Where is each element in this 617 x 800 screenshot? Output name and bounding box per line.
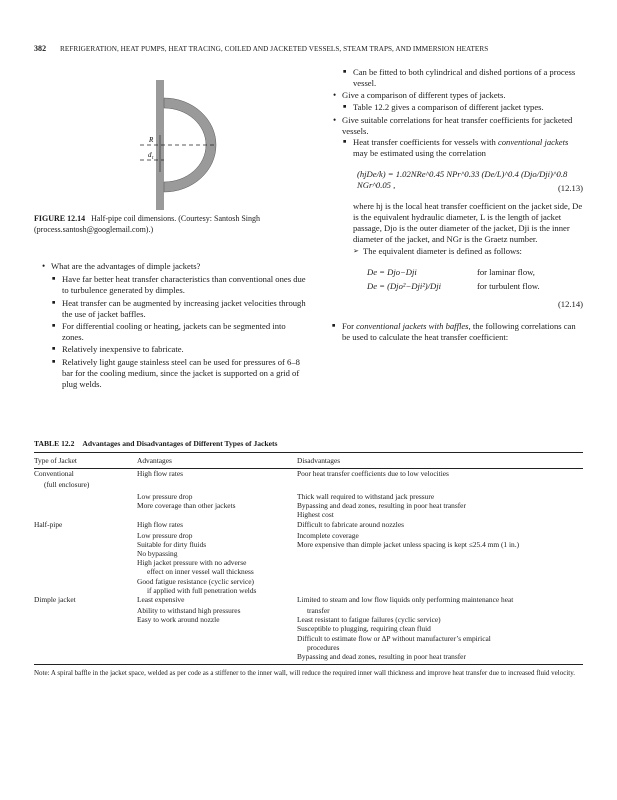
table-cell: Low pressure drop: [137, 530, 193, 540]
list-item: ■ For differential cooling or heating, jackets can be segmented into zones.: [51, 321, 306, 343]
table-cell: [34, 549, 137, 558]
equation-laminar: De = Djo−Dji: [367, 266, 417, 277]
page-number: 382: [34, 44, 47, 53]
table-cell: Poor heat transfer coefficients due to low velocities: [297, 469, 449, 479]
table-cell: Low pressure drop: [137, 491, 193, 501]
table-cell: Incomplete coverage: [297, 530, 359, 540]
list-item: ■ Relatively inexpensive to fabricate.: [51, 344, 306, 355]
question-jacket-comparison: • Give a comparison of different types of jackets. ■ Table 12.2 gives a comparison of different jacket types.: [331, 90, 583, 112]
table-row: [34, 531, 583, 540]
column-header: Type of Jacket: [34, 456, 77, 465]
table-cell: High flow rates: [137, 469, 183, 479]
label-d-subscript: t: [152, 156, 154, 161]
running-title: REFRIGERATION, HEAT PUMPS, HEAT TRACING, COILED AND JACKETED VESSELS, STEAM TRAPS, AND IMMERSION HEATERS: [60, 45, 489, 53]
table-row: [34, 595, 583, 606]
table-cell: Ability to withstand high pressures: [137, 605, 241, 615]
table-cell: effect on inner vessel wall thickness: [147, 567, 254, 577]
table-row: [34, 489, 583, 501]
table-cell: Dimple jacket: [34, 594, 76, 604]
equation-turbulent-note: for turbulent flow.: [477, 280, 540, 291]
table-note-text: Note: A spiral baffle in the jacket space, welded as per code as a stiffener to the inner wall, will reduce the required inner wall thickness and improve heat transfer due to increased fluid velocity.: [34, 669, 576, 677]
list-item: ■ Relatively light gauge stainless steel can be used for pressures of 6–8 bar for the cooling medium, since the jacket is supported on a grid of plug welds.: [51, 357, 306, 391]
table-cell: Limited to steam and low flow liquids only performing maintenance heat: [297, 594, 514, 604]
table-cell: [34, 540, 137, 549]
table-cell: [137, 652, 297, 661]
table-cell: Difficult to fabricate around nozzles: [297, 519, 404, 529]
table-cell: [297, 558, 583, 567]
table-cell: Suitable for dirty fluids: [137, 539, 207, 549]
table-cell: Half-pipe: [34, 519, 63, 529]
table-cell: Least resistant to fatigue failures (cyclic service): [297, 615, 441, 625]
figure-caption: [34, 214, 314, 235]
table-cell: [137, 480, 297, 489]
table-cell: [297, 577, 583, 586]
equation-12-14: [331, 267, 583, 317]
column-header: Disadvantages: [297, 456, 341, 465]
table-cell: Highest cost: [297, 510, 334, 520]
table-cell: Thick wall required to withstand jack pressure: [297, 491, 435, 501]
list-item: ■ Heat transfer coefficients for vessels with conventional jackets may be estimated using the correlation: [342, 137, 583, 159]
equation-laminar-note: for laminar flow,: [477, 266, 535, 277]
table-cell: [137, 624, 297, 633]
where-paragraph: where hj is the local heat transfer coefficient on the jacket side, De is the equivalent hydraulic diameter, L is the length of jacket passage, Djo is the outer diameter of the jacket, Dji is the inner diameter of the jacket, and NGr is the Graetz number.: [353, 200, 583, 245]
table-cell: [297, 480, 583, 489]
question-heat-transfer-correlations: • Give suitable correlations for heat transfer coefficients for jacketed vessels. ■ Heat transfer coefficients for vessels with conventional jackets may be estimated using the correlation: [331, 115, 583, 160]
table-cell: [137, 510, 297, 519]
table-cell: Good fatigue resistance (cyclic service): [137, 576, 254, 586]
table-cell: [34, 643, 137, 652]
table-cell: High jacket pressure with no adverse: [137, 558, 247, 568]
running-header: [34, 44, 583, 53]
table-cell: [34, 558, 137, 567]
table-cell: [34, 531, 137, 540]
table-row: [34, 652, 583, 661]
list-item: ■ Can be fitted to both cylindrical and dished portions of a process vessel.: [342, 67, 583, 89]
label-r: R: [149, 136, 154, 144]
table-cell: Difficult to estimate flow or ΔP without manufacturer’s empirical: [297, 633, 491, 643]
list-item: ■ Have far better heat transfer characteristics than conventional ones due to turbulence generated by dimples.: [51, 274, 306, 296]
table-cell: [297, 567, 583, 576]
label-d: d: [148, 151, 152, 159]
table-cell: if applied with full penetration welds: [147, 585, 257, 595]
caption-label: FIGURE 12.14: [34, 214, 86, 223]
equation-turbulent: De = (Djo²−Dji²)/Dji: [367, 280, 442, 291]
table-cell: (full enclosure): [44, 479, 90, 489]
half-pipe-coil-figure: [120, 80, 250, 210]
table-cell: [34, 567, 137, 576]
table-row: [34, 510, 583, 519]
table-cell: [34, 586, 137, 595]
table-cell: [34, 634, 137, 643]
table-title: [34, 439, 583, 448]
table-cell: [34, 652, 137, 661]
table-cell: [34, 615, 137, 624]
caption-text: Half-pipe coil dimensions. (Courtesy: Santosh Singh (process.santosh@googlemail.com).): [34, 214, 260, 234]
table-row: [34, 480, 583, 489]
table-cell: Susceptible to plugging, requiring clean fluid: [297, 624, 431, 634]
question-dimple-advantages: • What are the advantages of dimple jackets? ■ Have far better heat transfer characteristics than conventional ones due to turbulence generated by dimples. ■ Heat transfer can be augmented by increasing jacket velocities through the use of jacket baffles. ■ For differential cooling or heating, jackets can be segmented into zones. ■ Relatively inexpensive to fabricate. ■ Relatively light gauge stainless steel can be used for pressures of 6–8 bar for the cooling medium, since the jacket is supported on a grid of plug welds.: [40, 261, 306, 390]
table-cell: High flow rates: [137, 519, 183, 529]
table-row: [34, 615, 583, 624]
table-cell: More coverage than other jackets: [137, 501, 236, 511]
table-row: [34, 558, 583, 567]
table-cell: Bypassing and dead zones, resulting in poor heat transfer: [297, 501, 466, 511]
table-cell: [297, 586, 583, 595]
table-cell: [34, 577, 137, 586]
table-cell: [34, 489, 137, 501]
left-column: [40, 261, 306, 392]
table-cell: [34, 501, 137, 510]
table-note: [34, 664, 583, 678]
table-row: [34, 586, 583, 595]
table-cell: Bypassing and dead zones, resulting in poor heat transfer: [297, 651, 466, 661]
list-item-baffles: ■ For conventional jackets with baffles, the following correlations can be used to calculate the heat transfer coefficient:: [331, 321, 583, 343]
table-label: TABLE 12.2: [34, 439, 75, 448]
table-cell: More expensive than dimple jacket unless spacing is kept ≤25.4 mm (1 in.): [297, 539, 520, 549]
table-cell: [34, 510, 137, 519]
table-cell: No bypassing: [137, 548, 178, 558]
table-cell: Least expensive: [137, 594, 185, 604]
table-title-text: Advantages and Disadvantages of Different Types of Jackets: [82, 439, 278, 448]
table-row: [34, 634, 583, 643]
table-cell: transfer: [307, 605, 330, 615]
right-column: [331, 67, 583, 344]
table-header-row: [34, 453, 583, 469]
table-cell: [137, 643, 297, 652]
equation-number: (12.14): [557, 298, 583, 309]
equation-number: (12.13): [557, 182, 583, 193]
list-item: ■ Table 12.2 gives a comparison of different jacket types.: [342, 102, 583, 113]
table-cell: Easy to work around nozzle: [137, 615, 220, 625]
table-cell: procedures: [307, 642, 340, 652]
table-cell: [137, 634, 297, 643]
table-cell: [34, 624, 137, 633]
column-header: Advantages: [137, 456, 172, 465]
table-row: [34, 643, 583, 652]
list-item: ■ Heat transfer can be augmented by increasing jacket velocities through the use of jacket baffles.: [51, 298, 306, 320]
table-row: [34, 469, 583, 480]
table-cell: [297, 549, 583, 558]
table-row: [34, 501, 583, 510]
equation-12-13: [331, 169, 583, 197]
table-row: [34, 624, 583, 633]
table-row: [34, 520, 583, 531]
sub-item-equivalent-diameter: ➢ The equivalent diameter is defined as follows:: [353, 246, 583, 257]
table-row: [34, 606, 583, 615]
jacket-comparison-table: [34, 452, 583, 661]
table-row: [34, 577, 583, 586]
table-cell: [34, 606, 137, 615]
table-row: [34, 567, 583, 576]
table-body: [34, 469, 583, 661]
equation-text: (hjDe/k) = 1.02NRe^0.45 NPr^0.33 (De/L)^0.4 (Djo/Dji)^0.8 NGr^0.05 ,: [357, 168, 568, 190]
table-row: [34, 549, 583, 558]
table-row: [34, 540, 583, 549]
table-cell: Conventional: [34, 469, 74, 479]
